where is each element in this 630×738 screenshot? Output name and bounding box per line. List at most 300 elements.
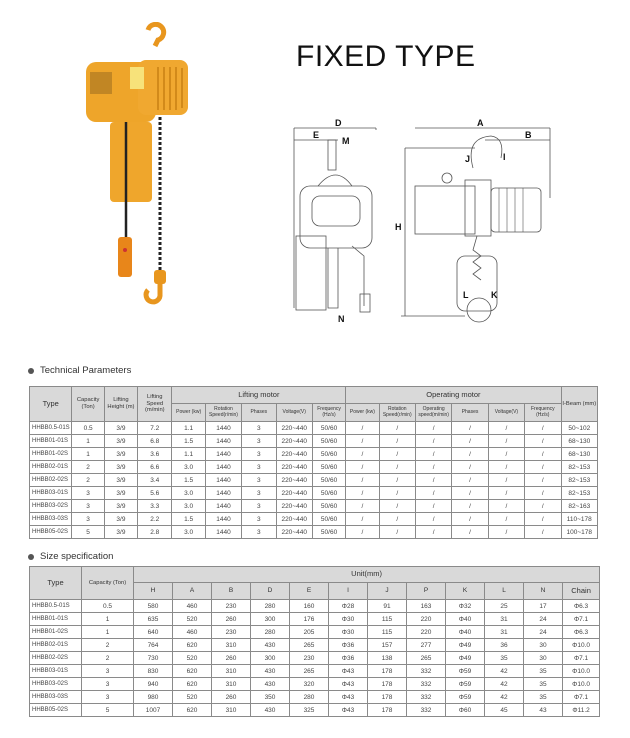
table-cell: / xyxy=(415,474,451,487)
table-cell: 7.2 xyxy=(138,422,172,435)
table-cell: 260 xyxy=(212,691,251,704)
table-row xyxy=(30,526,598,539)
table-cell: 220~440 xyxy=(276,474,312,487)
table-cell: 50/60 xyxy=(312,448,345,461)
table-cell: 220~440 xyxy=(276,526,312,539)
table-cell: 42 xyxy=(485,665,524,678)
col-om-rotation: Rotation Speed(r/min) xyxy=(379,404,415,422)
table-cell: Φ49 xyxy=(446,639,485,652)
table-row xyxy=(30,678,600,691)
table-cell: Φ59 xyxy=(446,665,485,678)
table-row xyxy=(30,500,598,513)
table-row xyxy=(30,474,598,487)
table-cell: 332 xyxy=(407,678,446,691)
table-cell: / xyxy=(379,500,415,513)
table-cell: 3/9 xyxy=(104,461,137,474)
table-cell: 163 xyxy=(407,600,446,613)
col-lm-frequency: Frequency (Hz/s) xyxy=(312,404,345,422)
table-cell: 460 xyxy=(173,626,212,639)
col-om-operating-speed: Operating speed(m/min) xyxy=(415,404,451,422)
table-cell: 430 xyxy=(251,678,290,691)
table-cell: 310 xyxy=(212,639,251,652)
table-cell: / xyxy=(415,461,451,474)
table-cell: Φ60 xyxy=(446,704,485,717)
bullet-icon xyxy=(28,554,34,560)
product-hero xyxy=(0,0,630,355)
col-lifting-speed: Lifting Speed (m/min) xyxy=(138,387,172,422)
table-cell: 520 xyxy=(173,652,212,665)
table-cell: 260 xyxy=(212,613,251,626)
table-cell: 310 xyxy=(212,704,251,717)
technical-parameters-body xyxy=(30,422,598,539)
table-cell: 31 xyxy=(485,626,524,639)
table-cell: 1 xyxy=(72,435,104,448)
table-cell: / xyxy=(525,461,561,474)
table-cell: 220~440 xyxy=(276,461,312,474)
table-cell: 980 xyxy=(134,691,173,704)
cell-type: HHBB03-02S xyxy=(30,678,82,691)
table-cell: 2 xyxy=(72,461,104,474)
table-cell: 30 xyxy=(524,639,563,652)
col-dimension: B xyxy=(212,583,251,600)
table-row xyxy=(30,613,600,626)
table-cell: / xyxy=(452,422,488,435)
cell-type: HHBB05-02S xyxy=(30,704,82,717)
cell-type: HHBB02-02S xyxy=(30,652,82,665)
table-cell: 157 xyxy=(368,639,407,652)
table-cell: / xyxy=(346,461,379,474)
table-cell: / xyxy=(488,474,524,487)
table-cell: 30 xyxy=(524,652,563,665)
table-cell: 280 xyxy=(290,691,329,704)
table-cell: 6.6 xyxy=(138,461,172,474)
table-cell: 1 xyxy=(82,626,134,639)
table-cell: 3/9 xyxy=(104,487,137,500)
table-cell: 2 xyxy=(72,474,104,487)
col-lm-power: Power (kw) xyxy=(172,404,205,422)
table-cell: 3/9 xyxy=(104,500,137,513)
table-cell: / xyxy=(415,487,451,500)
page-title: FIXED TYPE xyxy=(296,40,476,73)
table-cell: 3.0 xyxy=(172,461,205,474)
table-cell: 230 xyxy=(290,652,329,665)
table-cell: / xyxy=(346,474,379,487)
table-cell: 3 xyxy=(82,665,134,678)
table-cell: 430 xyxy=(251,665,290,678)
table-cell: 220 xyxy=(407,626,446,639)
table-cell: 25 xyxy=(485,600,524,613)
table-cell: 1440 xyxy=(205,474,241,487)
table-cell: 3.3 xyxy=(138,500,172,513)
table-cell: 5.6 xyxy=(138,487,172,500)
table-cell: / xyxy=(379,474,415,487)
col-lifting-height: Lifting Height (m) xyxy=(104,387,137,422)
table-cell: 332 xyxy=(407,691,446,704)
col-dimension: N xyxy=(524,583,563,600)
table-cell: 332 xyxy=(407,704,446,717)
table-cell: / xyxy=(488,422,524,435)
table-cell: 115 xyxy=(368,626,407,639)
col-lm-rotation: Rotation Speed(r/min) xyxy=(205,404,241,422)
table-cell: / xyxy=(415,435,451,448)
table-cell: Φ30 xyxy=(329,626,368,639)
col-dimension: E xyxy=(290,583,329,600)
col-dimension: K xyxy=(446,583,485,600)
dim-label-k: K xyxy=(491,290,498,300)
cell-type: HHBB03-03S xyxy=(30,691,82,704)
table-cell: 3.6 xyxy=(138,448,172,461)
table-cell: 730 xyxy=(134,652,173,665)
table-cell: 3 xyxy=(242,487,276,500)
col-dimension: H xyxy=(134,583,173,600)
table-cell: 100~178 xyxy=(561,526,597,539)
table-cell: / xyxy=(452,474,488,487)
table-cell: 50/60 xyxy=(312,422,345,435)
col-type: Type xyxy=(30,387,72,422)
table-cell: 68~130 xyxy=(561,435,597,448)
table-cell: 3.0 xyxy=(172,500,205,513)
table-cell: Φ43 xyxy=(329,704,368,717)
table-cell: 635 xyxy=(134,613,173,626)
table-cell: Φ59 xyxy=(446,678,485,691)
table-cell: 178 xyxy=(368,665,407,678)
table-cell: 1.5 xyxy=(172,513,205,526)
table-cell: 1440 xyxy=(205,513,241,526)
col-dimension: J xyxy=(368,583,407,600)
table-cell: 82~153 xyxy=(561,461,597,474)
table-cell: Φ43 xyxy=(329,691,368,704)
table-cell: / xyxy=(488,435,524,448)
table-cell: / xyxy=(346,487,379,500)
table-cell: / xyxy=(525,500,561,513)
dim-label-i: I xyxy=(503,152,506,162)
table-cell: 110~178 xyxy=(561,513,597,526)
cell-type: HHBB03-03S xyxy=(30,513,72,526)
table-cell: 260 xyxy=(212,652,251,665)
table-cell: 3/9 xyxy=(104,474,137,487)
table-cell: / xyxy=(346,448,379,461)
table-cell: 310 xyxy=(212,678,251,691)
col-lm-phases: Phases xyxy=(242,404,276,422)
table-cell: 24 xyxy=(524,626,563,639)
table-cell: 1.5 xyxy=(172,435,205,448)
table-cell: 17 xyxy=(524,600,563,613)
size-specification-body xyxy=(30,600,600,717)
group-lifting-motor: Lifting motor xyxy=(172,387,346,404)
table-cell: / xyxy=(415,422,451,435)
table-cell: 115 xyxy=(368,613,407,626)
table-cell: 1440 xyxy=(205,435,241,448)
table-cell: 265 xyxy=(290,639,329,652)
table-cell: / xyxy=(452,487,488,500)
table-row xyxy=(30,487,598,500)
table-cell: 3 xyxy=(242,526,276,539)
table-cell: 430 xyxy=(251,704,290,717)
table-cell: / xyxy=(415,448,451,461)
table-cell: 91 xyxy=(368,600,407,613)
group-operating-motor: Operating motor xyxy=(346,387,561,404)
table-cell: / xyxy=(379,526,415,539)
table-cell: / xyxy=(525,422,561,435)
table-cell: 640 xyxy=(134,626,173,639)
cell-type: HHBB02-01S xyxy=(30,461,72,474)
table-cell: 50/60 xyxy=(312,461,345,474)
table-cell: 1.1 xyxy=(172,448,205,461)
table-cell: 43 xyxy=(524,704,563,717)
dim-label-n: N xyxy=(338,314,345,324)
table-cell: / xyxy=(525,474,561,487)
cell-type: HHBB0.5-01S xyxy=(30,600,82,613)
col-dimension: I xyxy=(329,583,368,600)
table-cell: / xyxy=(379,487,415,500)
table-cell: 3 xyxy=(82,691,134,704)
table-cell: 31 xyxy=(485,613,524,626)
table-cell: 520 xyxy=(173,613,212,626)
cell-type: HHBB03-01S xyxy=(30,487,72,500)
cell-type: HHBB02-02S xyxy=(30,474,72,487)
table-cell: Φ43 xyxy=(329,678,368,691)
table-cell: / xyxy=(415,500,451,513)
table-cell: 1440 xyxy=(205,461,241,474)
table-row xyxy=(30,626,600,639)
table-cell: 3 xyxy=(72,487,104,500)
dim-label-l: L xyxy=(463,290,469,300)
table-cell: / xyxy=(379,435,415,448)
table-cell: 50/60 xyxy=(312,435,345,448)
table-cell: 1440 xyxy=(205,487,241,500)
table-cell: 3 xyxy=(242,500,276,513)
table-row xyxy=(30,435,598,448)
col-dimension: A xyxy=(173,583,212,600)
table-cell: 3.0 xyxy=(172,487,205,500)
table-cell: 3 xyxy=(242,474,276,487)
front-view-diagram xyxy=(395,118,570,328)
table-cell: 220~440 xyxy=(276,513,312,526)
table-cell: 3.4 xyxy=(138,474,172,487)
table-cell: 3.0 xyxy=(172,526,205,539)
table-cell: 3 xyxy=(72,513,104,526)
table-cell: 5 xyxy=(82,704,134,717)
table-cell: / xyxy=(488,461,524,474)
table-cell: Φ30 xyxy=(329,613,368,626)
table-cell: / xyxy=(488,513,524,526)
table-row xyxy=(30,600,600,613)
table-cell: 350 xyxy=(251,691,290,704)
table-cell: 138 xyxy=(368,652,407,665)
dim-label-b: B xyxy=(525,130,532,140)
table-row xyxy=(30,513,598,526)
table-cell: 35 xyxy=(524,691,563,704)
table-cell: 1007 xyxy=(134,704,173,717)
table-cell: 24 xyxy=(524,613,563,626)
cell-type: HHBB01-01S xyxy=(30,613,82,626)
table-row xyxy=(30,704,600,717)
table-cell: Φ6.3 xyxy=(563,626,600,639)
table-cell: 82~153 xyxy=(561,474,597,487)
table-cell: / xyxy=(452,448,488,461)
cell-type: HHBB03-01S xyxy=(30,665,82,678)
dim-label-d: D xyxy=(335,118,342,128)
table-cell: Φ7.1 xyxy=(563,652,600,665)
table-cell: 160 xyxy=(290,600,329,613)
table-cell: 176 xyxy=(290,613,329,626)
group-unit: Unit(mm) xyxy=(134,567,600,583)
table-cell: 3 xyxy=(242,435,276,448)
table-cell: 265 xyxy=(290,665,329,678)
table-cell: 220~440 xyxy=(276,487,312,500)
table-cell: 220 xyxy=(407,613,446,626)
table-cell: 320 xyxy=(290,678,329,691)
table-cell: / xyxy=(525,513,561,526)
table-cell: / xyxy=(488,487,524,500)
size-specification-heading xyxy=(28,551,113,562)
table-cell: 332 xyxy=(407,665,446,678)
table-cell: 1.5 xyxy=(172,474,205,487)
table-cell: Φ59 xyxy=(446,691,485,704)
col-om-power: Power (kw) xyxy=(346,404,379,422)
table-cell: 310 xyxy=(212,665,251,678)
table-cell: 277 xyxy=(407,639,446,652)
bullet-icon xyxy=(28,368,34,374)
table-cell: / xyxy=(379,448,415,461)
cell-type: HHBB01-02S xyxy=(30,448,72,461)
size-specification-table xyxy=(29,566,600,717)
table-cell: 42 xyxy=(485,691,524,704)
table-cell: 5 xyxy=(72,526,104,539)
table-cell: 3 xyxy=(242,461,276,474)
dim-label-h: H xyxy=(395,222,402,232)
table-cell: 3/9 xyxy=(104,422,137,435)
table-row xyxy=(30,665,600,678)
table-cell: / xyxy=(452,461,488,474)
table-cell: 82~153 xyxy=(561,487,597,500)
table-cell: / xyxy=(525,448,561,461)
table-cell: 220~440 xyxy=(276,422,312,435)
table-cell: / xyxy=(346,500,379,513)
table-cell: 1440 xyxy=(205,422,241,435)
table-cell: Φ32 xyxy=(446,600,485,613)
table-row xyxy=(30,652,600,665)
table-cell: 50~102 xyxy=(561,422,597,435)
table-cell: 280 xyxy=(251,626,290,639)
table-cell: / xyxy=(525,435,561,448)
table-cell: Φ6.3 xyxy=(563,600,600,613)
table-cell: 50/60 xyxy=(312,474,345,487)
table-cell: 3/9 xyxy=(104,435,137,448)
table-cell: 3 xyxy=(242,448,276,461)
table-cell: 0.5 xyxy=(72,422,104,435)
table-cell: / xyxy=(452,526,488,539)
table-cell: 50/60 xyxy=(312,500,345,513)
col-ibeam: I-Beam (mm) xyxy=(561,387,597,422)
table-cell: 300 xyxy=(251,652,290,665)
table-cell: 220~440 xyxy=(276,435,312,448)
dim-label-m: M xyxy=(342,136,350,146)
table-cell: / xyxy=(346,435,379,448)
table-cell: 220~440 xyxy=(276,448,312,461)
cell-type: HHBB0.5-01S xyxy=(30,422,72,435)
table-cell: 50/60 xyxy=(312,526,345,539)
table-cell: 300 xyxy=(251,613,290,626)
table-cell: Φ49 xyxy=(446,652,485,665)
table-cell: / xyxy=(379,461,415,474)
cell-type: HHBB01-02S xyxy=(30,626,82,639)
table-cell: 1440 xyxy=(205,500,241,513)
table-cell: 280 xyxy=(251,600,290,613)
table-cell: 520 xyxy=(173,691,212,704)
table-cell: 50/60 xyxy=(312,513,345,526)
dim-label-a: A xyxy=(477,118,484,128)
col-om-frequency: Frequency (Hz/s) xyxy=(525,404,561,422)
table-cell: / xyxy=(346,526,379,539)
table-cell: Φ36 xyxy=(329,639,368,652)
technical-parameters-heading xyxy=(28,365,131,376)
col-dimension: P xyxy=(407,583,446,600)
table-cell: / xyxy=(452,513,488,526)
table-cell: 1440 xyxy=(205,448,241,461)
dim-label-e: E xyxy=(313,130,320,140)
table-cell: / xyxy=(379,513,415,526)
heading-text: Size specification xyxy=(40,551,114,562)
table-cell: Φ36 xyxy=(329,652,368,665)
table-cell: / xyxy=(346,513,379,526)
cell-type: HHBB05-02S xyxy=(30,526,72,539)
table-cell: 2.8 xyxy=(138,526,172,539)
col-om-phases: Phases xyxy=(452,404,488,422)
table-cell: 325 xyxy=(290,704,329,717)
table-cell: / xyxy=(488,500,524,513)
col-type: Type xyxy=(30,567,82,600)
table-cell: 2 xyxy=(82,639,134,652)
table-cell: 35 xyxy=(485,652,524,665)
table-cell: Φ43 xyxy=(329,665,368,678)
col-om-voltage: Voltage(V) xyxy=(488,404,524,422)
table-cell: 3 xyxy=(242,513,276,526)
table-row xyxy=(30,639,600,652)
table-cell: 3/9 xyxy=(104,448,137,461)
table-cell: 580 xyxy=(134,600,173,613)
table-cell: Φ28 xyxy=(329,600,368,613)
table-cell: 830 xyxy=(134,665,173,678)
table-cell: / xyxy=(452,435,488,448)
table-cell: 230 xyxy=(212,626,251,639)
cell-type: HHBB01-01S xyxy=(30,435,72,448)
table-cell: 220~440 xyxy=(276,500,312,513)
table-row xyxy=(30,691,600,704)
table-cell: Φ10.0 xyxy=(563,639,600,652)
table-cell: / xyxy=(488,526,524,539)
table-row xyxy=(30,448,598,461)
table-cell: Φ7.1 xyxy=(563,613,600,626)
table-cell: 764 xyxy=(134,639,173,652)
table-row xyxy=(30,422,598,435)
table-cell: 3 xyxy=(82,678,134,691)
table-cell: 1.1 xyxy=(172,422,205,435)
table-cell: / xyxy=(346,422,379,435)
cell-type: HHBB03-02S xyxy=(30,500,72,513)
col-dimension: D xyxy=(251,583,290,600)
table-cell: 3/9 xyxy=(104,526,137,539)
table-cell: Φ40 xyxy=(446,626,485,639)
table-cell: 178 xyxy=(368,704,407,717)
table-cell: 2.2 xyxy=(138,513,172,526)
table-cell: 50/60 xyxy=(312,487,345,500)
table-cell: 1 xyxy=(82,613,134,626)
table-cell: Φ11.2 xyxy=(563,704,600,717)
table-cell: 68~130 xyxy=(561,448,597,461)
table-cell: 205 xyxy=(290,626,329,639)
table-cell: / xyxy=(415,526,451,539)
